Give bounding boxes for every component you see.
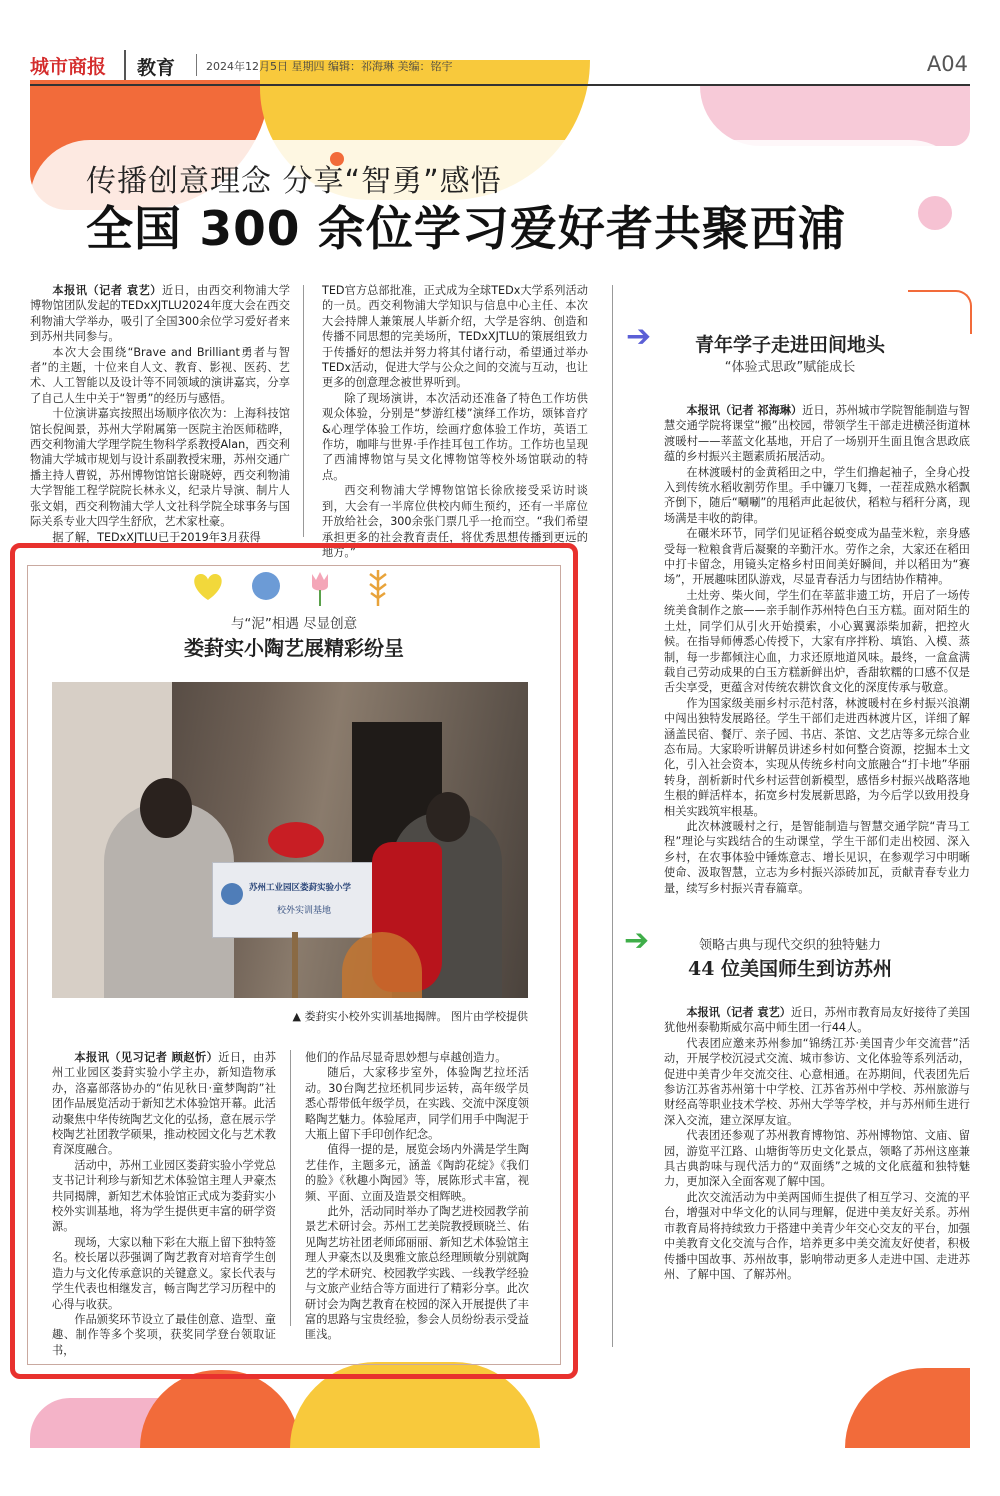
page-number: A04 xyxy=(926,52,968,76)
decor-pink-blob xyxy=(700,86,970,146)
person-left-head xyxy=(140,778,192,838)
paragraph xyxy=(30,406,290,529)
tulip-icon xyxy=(312,572,328,591)
paragraph-text: 除了现场演讲，本次活动还准备了特色工作坊供观众体验，分别是“梦游红楼”演绎工作坊，颂钵音疗&心理学体验工作坊，绘画疗愈体验工作坊，英语工作坊，咖啡与世界·手作挂耳包工作坊。工作坊也呈现了西浦博物馆与吴文化博物馆等校外场馆联动的特点。 xyxy=(322,391,588,482)
paragraph xyxy=(52,1235,276,1312)
event-photo xyxy=(52,682,528,998)
paragraph-text: 此次交流活动为中美两国师生提供了相互学习、交流的平台，增强对中华文化的认同与理解，促进中美友好关系。苏州市教育局将持续致力于搭建中美青少年交心交友的平台，加强中美教育文化交流与合作，培养更多中美交流友好使者，积极传播中国故事、苏州故事，影响带动更多人走进中国、走进苏州、了解中国、了解苏州。 xyxy=(664,1190,970,1281)
issue-meta: 2024年12月5日 星期四 编辑：祁海琳 美编：铭宇 xyxy=(206,60,453,73)
paragraph-text: 十位演讲嘉宾按照出场顺序依次为：上海科技馆馆长倪闽景，苏州大学附属第一医院主治医师嵇晔，西交利物浦大学理学院生物科学系教授Alan，西交利物浦大学城市规划与设计系副教授宋珊，苏州交通广播主持人曹锐，苏州博物馆馆长谢晓婷，西交利物浦大学智能工程学院院长林永义，纪录片导演、制片人张文娟，西交利物浦大学人文社科学院全球事务与国际关系专业大四学生舒欣，艺术家杜豪。 xyxy=(30,407,290,529)
article-2-subtitle: 领略古典与现代交织的独特魅力 xyxy=(698,938,881,953)
paragraph-text: 作品颁奖环节设立了最佳创意、造型、童趣、制作等多个奖项，获奖同学登台领取证书， xyxy=(52,1312,276,1357)
paragraph-text: 值得一提的是，展览会场内外满是学生陶艺佳作，主题多元，涵盖《陶韵花绽》《我们的脸》《秋趣小陶园》等，展陈形式丰富，视频、平面、立面及造景交相辉映。 xyxy=(305,1143,529,1203)
person-right-head xyxy=(426,792,470,842)
paragraph xyxy=(664,1128,970,1190)
paragraph-text: 作为国家级美丽乡村示范村落，林渡暖村在乡村振兴浪潮中闯出独特发展路径。学生干部们走进西林渡片区，详细了解涵盖民宿、餐厅、亲子园、书店、茶馆、文艺店等多元综合业态布局。大家聆听讲解员讲述乡村如何整合资源，挖掘本土文化，引入社会资本，实现从传统乡村向文旅融合“打卡地”华丽转身，剖析新时代乡村运营创新模型，感悟乡村振兴战略落地生根的鲜活样本，拓宽乡村发展新思路，为今后学以致用投身相关实践筑牢根基。 xyxy=(664,696,970,818)
lead-article-column-2 xyxy=(322,283,588,560)
article-1-body xyxy=(664,403,970,896)
lead-article-column-1 xyxy=(30,283,290,545)
decor-pink-dot xyxy=(918,196,952,230)
paragraph-text: 此外，活动同时举办了陶艺进校园教学前景艺术研讨会。苏州工艺美院教授顾晓兰、佑见陶艺坊社团老师邱丽丽、新知艺术体验馆主理人尹豪杰以及奥雅文旅总经理顾敏分别就陶艺的学术研究、校园教学实践、一线教学经验与文旅产业结合等方面进行了精彩分享。此次研讨会为陶艺教育在校园的深入开展提供了丰富的思路与宝贵经验，参会人员纷纷表示受益匪浅。 xyxy=(305,1205,529,1342)
circle-icon xyxy=(252,572,280,600)
plaque-line-2: 校外实训基地 xyxy=(277,906,332,916)
paragraph xyxy=(52,1312,276,1358)
red-ribbon-bow xyxy=(268,822,324,858)
paragraph-text: 近日，苏州城市学院智能制造与智慧交通学院将课堂“搬”出校园，带领学生干部走进横泾街道林渡暖村——莘蓝文化基地，开启了一场别开生面且饱含思政底蕴的乡村振兴主题素质拓展活动。 xyxy=(664,404,970,464)
paragraph-text: 本次大会围绕“Brave and Brilliant勇者与智者”的主题，十位来自人文、教育、影视、医药、艺术、人工智能以及设计等不同领域的演讲嘉宾，分享了自己人生中关于“智勇”的经历与感悟。 xyxy=(30,345,290,405)
column-divider xyxy=(290,1050,291,1326)
box-subtitle: 与“泥”相遇 尽显创意 xyxy=(230,616,358,632)
paragraph xyxy=(664,1036,970,1128)
paragraph xyxy=(664,1005,970,1036)
paragraph xyxy=(664,588,970,696)
box-title: 娄葑实小陶艺展精彩纷呈 xyxy=(184,636,404,660)
paragraph-text: 现场，大家以釉下彩在大瓶上留下独特签名。校长屠以莎强调了陶艺教育对培育学生创造力与文化传承意识的关键意义。家长代表与学生代表也相继发言，畅言陶艺学习历程中的心得与收获。 xyxy=(52,1235,276,1311)
paragraph-text: 在林渡暖村的金黄稻田之中，学生们撸起袖子，全身心投入到传统水稻收割劳作里。手中镰刀飞舞，一茬茬成熟水稻飘齐倒下，随后“唰唰”的甩稻声此起彼伏，稻粒与稻秆分离，现场满是丰收的韵律。 xyxy=(664,465,970,525)
plaque xyxy=(212,862,392,938)
header-rule xyxy=(30,84,970,86)
column-divider xyxy=(303,285,304,537)
paragraph xyxy=(30,345,290,407)
paragraph-text: 代表团还参观了苏州教育博物馆、苏州博物馆、文庙、留园，游览平江路、山塘街等历史文化景点，领略了苏州这座兼具古典韵味与现代活力的“双面绣”之城的文化底蕴和独特魅力，更加深入全面客观了解中国。 xyxy=(664,1129,970,1189)
paragraph xyxy=(305,1142,529,1204)
section-name: 教育 xyxy=(137,57,176,79)
byline: 本报讯（记者 袁艺） xyxy=(52,284,162,297)
plaque-logo-icon xyxy=(221,883,243,905)
paragraph-text: TED官方总部批准，正式成为全球TEDx大学系列活动的一员。西交利物浦大学知识与信息中心主任、本次大会持牌人兼策展人毕新介绍，大学是容纳、创造和传播不同思想的完美场所，TEDxXJTLU的策展组致力于传播好的想法并努力将其付诸行动，希望通过举办TEDx活动，促进大学与公众之间的交流与互动，也让更多的创意理念被世界听到。 xyxy=(322,284,588,390)
paragraph-text: 活动中，苏州工业园区娄葑实验小学党总支书记计利珍与新知艺术体验馆主理人尹豪杰共同揭牌，新知艺术体验馆正式成为娄葑实小校外实训基地，将为学生提供更丰富的研学资源。 xyxy=(52,1158,276,1234)
paragraph-text: 土灶旁、柴火间，学生们在莘蓝非遗工坊，开启了一场传统美食制作之旅——亲手制作苏州特色白玉方糕。面对陌生的土灶，同学们从引火开始摸索，小心翼翼添柴加薪，把控火候。在指导师傅悉心传授下，大家有序拌粉、填馅、入模、蒸制，每一步都倾注心血，力求还原地道风味。最终，一盒盒满载自己劳动成果的白玉方糕新鲜出炉，香甜软糯的口感不仅是舌尖享受，更蕴含对传统农耕饮食文化的深度传承与敬意。 xyxy=(664,588,970,695)
header-separator xyxy=(124,50,126,80)
branch-icon xyxy=(370,570,386,606)
heart-icon xyxy=(194,574,221,600)
paragraph xyxy=(664,819,970,896)
column-divider xyxy=(612,285,613,1347)
easel xyxy=(292,932,298,998)
decor-bottom-darkorange xyxy=(845,1368,970,1448)
arrow-right-icon: ➔ xyxy=(624,923,650,958)
plaque-line-1: 苏州工业园区娄葑实验小学 xyxy=(249,883,352,893)
paragraph xyxy=(664,465,970,527)
paragraph-text: 在碾米环节，同学们见证稻谷蜕变成为晶莹米粒，亲身感受每一粒粮食背后凝聚的辛勤汗水。劳作之余，大家还在稻田中打卡留念，用镜头定格乡村田间美好瞬间，并以稻田为“赛场”，开展趣味团队游戏，尽显青春活力与团结协作精神。 xyxy=(664,527,970,587)
box-article-column-2 xyxy=(305,1050,529,1343)
byline: 本报讯（记者 袁艺） xyxy=(686,1006,791,1019)
paragraph-text: 代表团应邀来苏州参加“锦绣江苏·美国青少年交流营”活动，开展学校沉浸式交流、城市参访、文化体验等系列活动，促进中美青少年交流交往、心意相通。在苏期间，代表团先后参访江苏省苏州第十中学校、江苏省苏州中学校、苏州旅游与财经高等职业技术学校、苏州大学等学校，并与苏州师生进行深入交流，建立深厚友谊。 xyxy=(664,1036,970,1127)
decor-bottom-orange xyxy=(140,1370,300,1448)
headline-subtitle: 传播创意理念 分享“智勇”感悟 xyxy=(86,164,502,199)
paragraph-text: 他们的作品尽显奇思妙想与卓越创造力。 xyxy=(305,1051,507,1064)
article-1-subtitle: “体验式思政”赋能成长 xyxy=(724,360,856,375)
masthead-logo: 城市商报 xyxy=(30,56,107,78)
paragraph xyxy=(322,391,588,483)
box-article-column-1 xyxy=(52,1050,276,1358)
corner-bracket xyxy=(908,290,972,334)
article-2-body xyxy=(664,1005,970,1282)
decor-icons xyxy=(188,566,398,608)
paragraph xyxy=(322,283,588,391)
paragraph-text: 据了解，TEDxXJTLU已于2019年3月获得 xyxy=(52,530,261,544)
paragraph-text: 此次林渡暖村之行，是智能制造与智慧交通学院“青马工程”理论与实践结合的生动课堂，学生干部们走出校园、深入乡村，在农事体验中锤炼意志、增长见识，在参观学习中明晰使命、汲取智慧，立志为乡村振兴添砖加瓦，贡献青春专业力量，续写乡村振兴青春篇章。 xyxy=(664,819,970,895)
paragraph xyxy=(664,403,970,465)
headline-title: 全国 300 余位学习爱好者共聚西浦 xyxy=(86,202,846,257)
paragraph-text: 近日，由苏州工业园区娄葑实验小学主办，新知造物承办，洛嘉部落协办的“佑见秋日·童梦陶韵”社团作品展览活动于新知艺术体验馆开幕。此活动聚焦中华传统陶艺文化的弘扬，意在展示学校陶艺社团教学硕果，推动校园文化与艺术教育深度融合。 xyxy=(52,1051,276,1157)
byline: 本报讯（记者 祁海琳） xyxy=(686,404,803,417)
paragraph xyxy=(52,1158,276,1235)
paragraph xyxy=(305,1050,529,1065)
paragraph-text: 西交利物浦大学博物馆馆长徐欣接受采访时谈到，大会有一半席位供校内师生预约，还有一半席位开放给社会，300余张门票几乎一抢而空。“我们希望承担更多的社会教育责任，将优秀思想传播到更远的地方。” xyxy=(322,484,588,559)
header-separator xyxy=(196,54,197,76)
byline: 本报讯（见习记者 顾赵忻） xyxy=(74,1051,219,1064)
article-1-title: 青年学子走进田间地头 xyxy=(694,334,885,356)
arrow-right-icon: ➔ xyxy=(626,319,652,354)
paragraph-text: 近日，由西交利物浦大学博物馆团队发起的TEDxXJTLU2024年度大会在西交利物浦大学举办，吸引了全国300余位学习爱好者来到苏州共同参与。 xyxy=(30,284,290,344)
paragraph xyxy=(664,526,970,588)
paragraph xyxy=(305,1204,529,1343)
paragraph-text: 近日，苏州市教育局友好接待了美国犹他州泰勒斯威尔高中师生团一行44人。 xyxy=(664,1006,970,1035)
paragraph xyxy=(30,283,290,345)
article-2-title: 44 位美国师生到访苏州 xyxy=(687,958,893,980)
photo-caption: ▲ 娄葑实小校外实训基地揭牌。 图片由学校提供 xyxy=(292,1010,528,1023)
paragraph xyxy=(664,696,970,819)
paragraph xyxy=(52,1050,276,1158)
paragraph xyxy=(664,1190,970,1282)
paragraph xyxy=(305,1065,529,1142)
paragraph-text: 随后，大家移步室外，体验陶艺拉坯活动。30台陶艺拉坯机同步运转，高年级学员悉心帮带低年级学员，在实践、交流中深度领略陶艺魅力。体验尾声，同学们用手中陶泥于大瓶上留下手印创作纪念。 xyxy=(305,1066,529,1142)
